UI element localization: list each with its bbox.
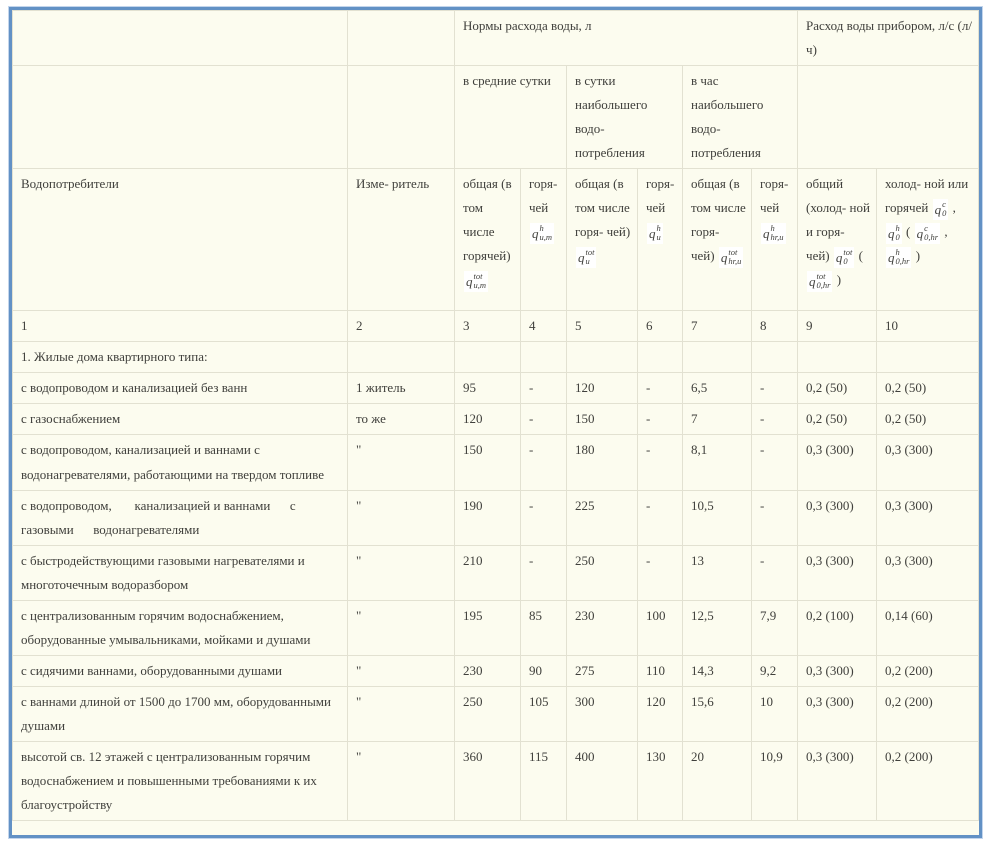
formula-q-0-c: q c 0 [934,199,947,219]
value-cell [752,342,798,373]
col-header-text: горя- чей [760,176,789,216]
value-cell: 0,3 (300) [798,545,877,600]
value-cell: 150 [567,404,638,435]
value-cell: 225 [567,490,638,545]
col-header-text: общая (в том числе горя- чей) [575,176,631,240]
header-max-hour: в час наибольшего водо- потребления [683,66,798,169]
measure-cell: " [348,686,455,741]
value-cell: 0,2 (100) [798,600,877,655]
comma: , [944,224,948,240]
value-cell: 7 [683,404,752,435]
value-cell: - [752,545,798,600]
value-cell: 0,3 (300) [877,545,979,600]
value-cell: 210 [455,545,521,600]
value-cell: 20 [683,741,752,820]
value-cell: 230 [567,600,638,655]
consumer-cell: с централизованным горячим водоснабжением, оборудованные умывальниками, мойками и душами [13,600,348,655]
value-cell: 9,2 [752,655,798,686]
paren-close: ) [836,272,842,288]
column-number-cell: 7 [683,311,752,342]
consumer-cell: с быстродействующими газовыми нагревателями и многоточечным водоразбором [13,545,348,600]
col-header-maxhour-total [683,169,752,311]
paren-open: ( [858,248,863,264]
value-cell: - [638,545,683,600]
value-cell: 360 [455,741,521,820]
column-number-cell: 10 [877,311,979,342]
measure-cell: " [348,435,455,490]
measure-cell: 1 житель [348,373,455,404]
value-cell: 7,9 [752,600,798,655]
value-cell: 130 [638,741,683,820]
formula-q-um-h: q h u,m [532,223,553,243]
value-cell: 0,2 (200) [877,686,979,741]
value-cell: 10 [752,686,798,741]
value-cell: 190 [455,490,521,545]
paren-open: ( [906,224,911,240]
value-cell: 0,3 (300) [798,655,877,686]
comma: , [952,200,956,216]
col-header-text: горя- чей [529,176,558,216]
value-cell: 0,2 (200) [877,655,979,686]
column-number-cell: 9 [798,311,877,342]
value-cell: - [638,490,683,545]
value-cell: 0,3 (300) [877,490,979,545]
value-cell: 0,3 (300) [798,741,877,820]
paren-close: ) [915,248,921,264]
column-number-row [13,311,979,342]
col-header-device-coldhot [877,169,979,311]
value-cell: 120 [455,404,521,435]
formula-q-hru-h: q h hr,u [763,223,784,243]
value-cell: 0,2 (50) [877,373,979,404]
col-header-maxday-hot [638,169,683,311]
value-cell: 0,2 (50) [877,404,979,435]
value-cell: - [521,435,567,490]
col-header-measure: Изме- ритель [348,169,455,311]
table-row [13,686,979,741]
col-header-text: горя- чей [646,176,675,216]
col-header-device-total [798,169,877,311]
value-cell: 120 [567,373,638,404]
table-row [13,741,979,820]
value-cell: 95 [455,373,521,404]
value-cell: 115 [521,741,567,820]
table-row [13,373,979,404]
col-header-avg-total [455,169,521,311]
formula-q-hru-tot: q tot hr,u [720,247,742,267]
formula-q-0-h: q h 0 [888,223,900,243]
column-number-cell: 6 [638,311,683,342]
measure-cell: " [348,600,455,655]
consumer-cell: с водопроводом и канализацией без ванн [13,373,348,404]
consumer-cell: с водопроводом, канализацией и ваннами с водонагревателями, работающими на твердом топливе [13,435,348,490]
value-cell: 12,5 [683,600,752,655]
value-cell: 0,3 (300) [877,435,979,490]
col-header-consumers: Водопотребители [13,169,348,311]
water-norms-table [12,10,979,821]
formula-q-um-tot: q tot u,m [466,271,487,291]
measure-cell: " [348,545,455,600]
value-cell: - [521,404,567,435]
column-number-cell: 1 [13,311,348,342]
column-number-cell: 5 [567,311,638,342]
empty-cell [798,66,979,169]
empty-cell [348,66,455,169]
header-avg-day: в средние сутки [455,66,567,169]
col-header-text: холод- ной или горячей [885,176,969,216]
empty-cell [348,11,455,66]
table-row [13,435,979,490]
consumer-cell: с водопроводом, канализацией и ваннами с газовыми водонагревателями [13,490,348,545]
value-cell: 0,3 (300) [798,686,877,741]
table-frame [9,7,982,838]
consumer-cell: 1. Жилые дома квартирного типа: [13,342,348,373]
value-cell: 13 [683,545,752,600]
value-cell: - [752,490,798,545]
value-cell: 15,6 [683,686,752,741]
formula-q-0-tot: q tot 0 [835,247,853,267]
value-cell: 10,9 [752,741,798,820]
value-cell: 6,5 [683,373,752,404]
value-cell: - [521,373,567,404]
header-norms-title: Нормы расхода воды, л [455,11,798,66]
consumer-cell: с сидячими ваннами, оборудованными душами [13,655,348,686]
col-header-text: общий (холод- ной и горя- чей) [806,176,870,264]
value-cell: 0,2 (50) [798,404,877,435]
value-cell: - [752,404,798,435]
formula-q-u-h: q h u [649,223,661,243]
section-row [13,342,979,373]
column-number-cell: 8 [752,311,798,342]
value-cell: - [638,373,683,404]
value-cell: 110 [638,655,683,686]
value-cell [455,342,521,373]
value-cell [798,342,877,373]
value-cell: 195 [455,600,521,655]
value-cell: 250 [567,545,638,600]
col-header-text: общая (в том числе горячей) [463,176,512,264]
value-cell: - [521,545,567,600]
value-cell: - [521,490,567,545]
value-cell: 0,14 (60) [877,600,979,655]
measure-cell: " [348,655,455,686]
table-row [13,655,979,686]
value-cell: 230 [455,655,521,686]
formula-q-u-tot: q tot u [578,247,595,267]
value-cell [638,342,683,373]
formula-q-0hr-tot: q tot 0,hr [809,271,831,291]
formula-q-0hr-h: q h 0,hr [888,247,910,267]
consumer-cell: высотой св. 12 этажей с централизованным горячим водоснабжением и повышенными требованиями к их благоустройству [13,741,348,820]
consumer-cell: с газоснабжением [13,404,348,435]
value-cell: 400 [567,741,638,820]
value-cell [567,342,638,373]
value-cell [683,342,752,373]
table-row [13,404,979,435]
value-cell: 275 [567,655,638,686]
value-cell: 100 [638,600,683,655]
value-cell [521,342,567,373]
value-cell: 8,1 [683,435,752,490]
value-cell: 105 [521,686,567,741]
col-header-maxhour-hot [752,169,798,311]
value-cell: 180 [567,435,638,490]
measure-cell: " [348,490,455,545]
value-cell: 300 [567,686,638,741]
value-cell [877,342,979,373]
col-header-maxday-total [567,169,638,311]
col-header-avg-hot [521,169,567,311]
value-cell: 14,3 [683,655,752,686]
value-cell: 10,5 [683,490,752,545]
value-cell: 0,2 (200) [877,741,979,820]
value-cell: - [752,373,798,404]
value-cell: - [752,435,798,490]
empty-cell [13,11,348,66]
consumer-cell: с ваннами длиной от 1500 до 1700 мм, оборудованными душами [13,686,348,741]
value-cell: - [638,404,683,435]
value-cell: 0,3 (300) [798,435,877,490]
value-cell: 150 [455,435,521,490]
value-cell: 0,3 (300) [798,490,877,545]
header-row-columns [13,169,979,311]
header-row-groups [13,11,979,66]
measure-cell: " [348,741,455,820]
header-max-day: в сутки наибольшего водо- потребления [567,66,683,169]
empty-cell [13,66,348,169]
table-row [13,490,979,545]
measure-cell [348,342,455,373]
value-cell: 85 [521,600,567,655]
col-header-text: общая (в том числе горя- чей) [691,176,746,264]
table-row [13,545,979,600]
header-device-title: Расход воды прибором, л/с (л/ч) [798,11,979,66]
header-row-periods [13,66,979,169]
formula-q-0hr-c: q c 0,hr [916,223,939,243]
value-cell: 90 [521,655,567,686]
value-cell: 120 [638,686,683,741]
measure-cell: то же [348,404,455,435]
table-body [13,342,979,821]
value-cell: 0,2 (50) [798,373,877,404]
value-cell: 250 [455,686,521,741]
column-number-cell: 2 [348,311,455,342]
table-row [13,600,979,655]
value-cell: - [638,435,683,490]
column-number-cell: 3 [455,311,521,342]
column-number-cell: 4 [521,311,567,342]
